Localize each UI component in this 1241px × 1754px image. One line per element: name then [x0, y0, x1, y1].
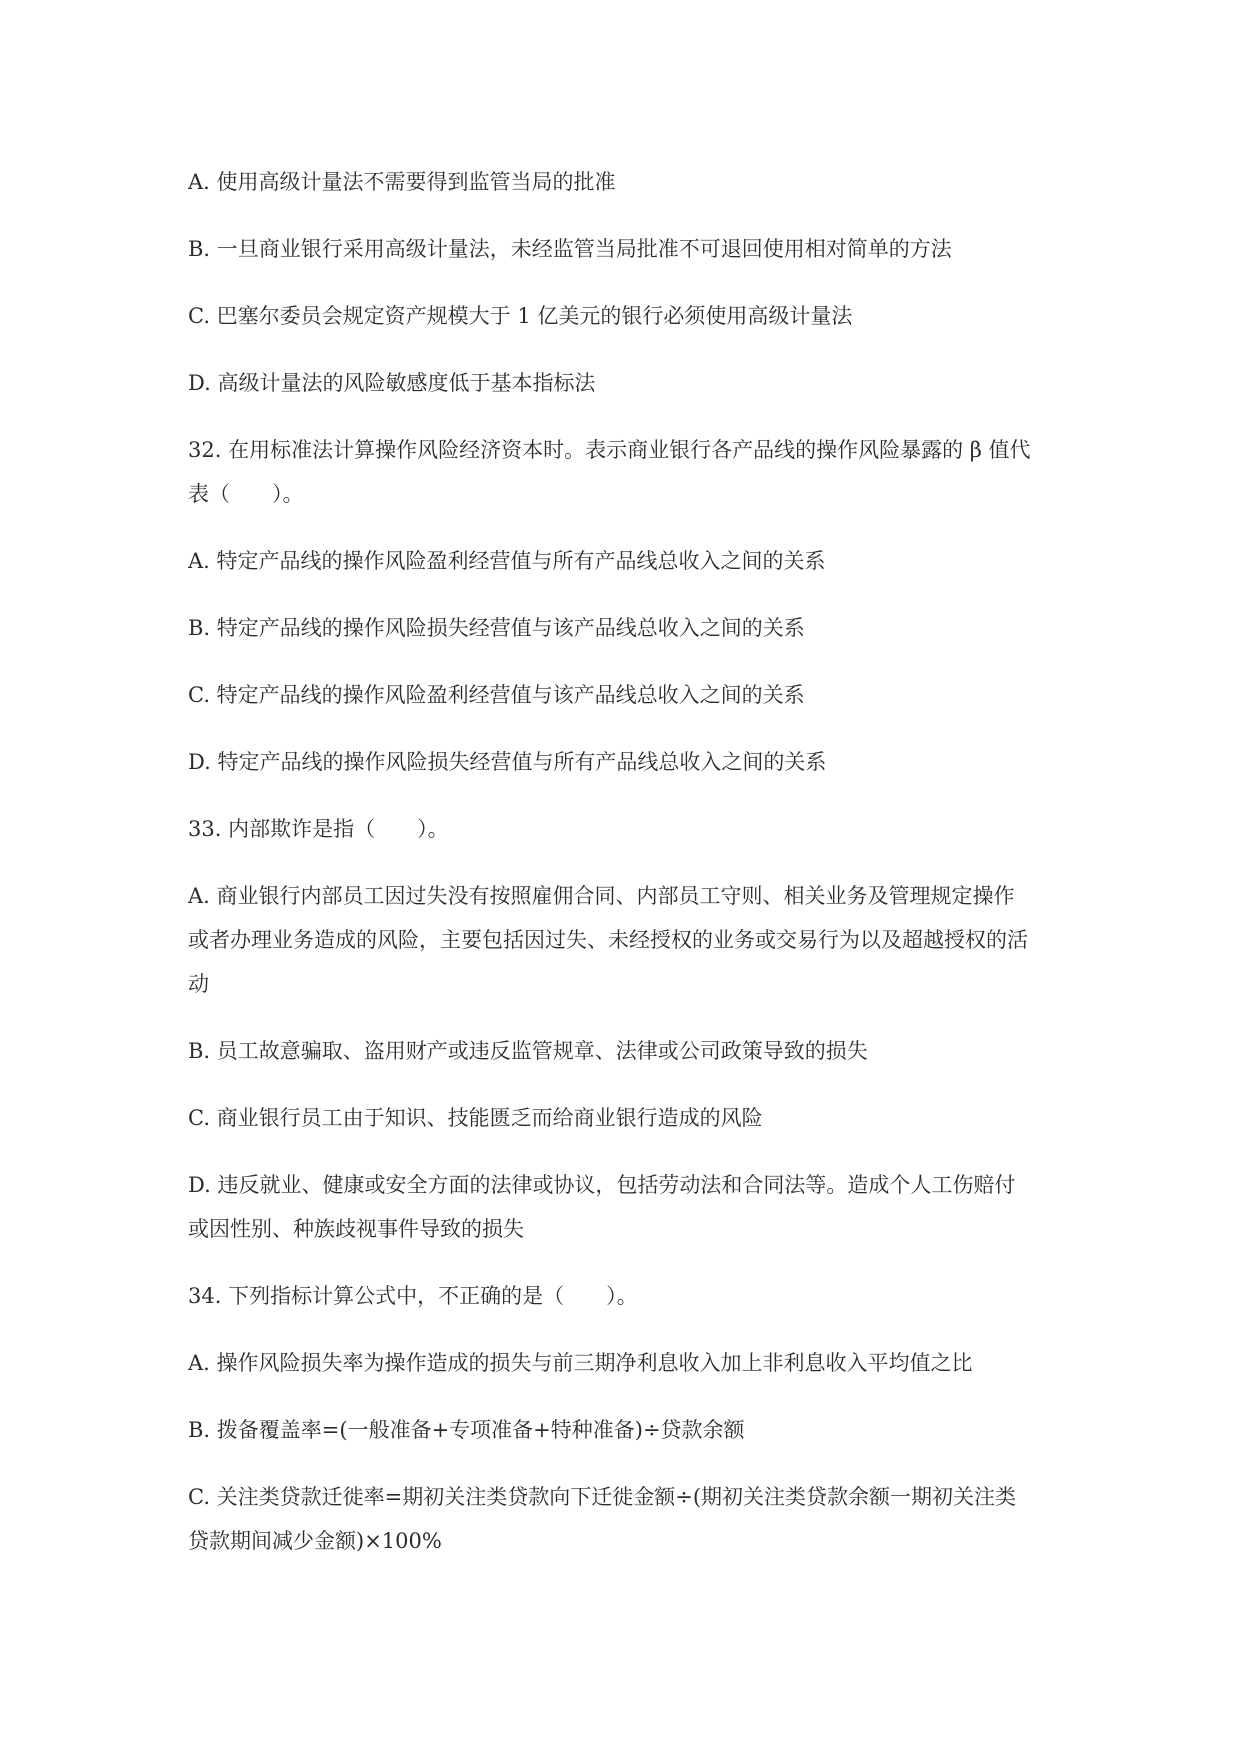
option-33-d [188, 1163, 1063, 1251]
text-line: D. 违反就业、健康或安全方面的法律或协议，包括劳动法和合同法等。造成个人工伤赔付 [188, 1173, 1016, 1197]
text-line: A. 商业银行内部员工因过失没有按照雇佣合同、内部员工守则、相关业务及管理规定操作 [188, 884, 1015, 908]
option-34-b [188, 1408, 1063, 1452]
text-line: A. 操作风险损失率为操作造成的损失与前三期净利息收入加上非利息收入平均值之比 [188, 1351, 973, 1375]
text-line: D. 高级计量法的风险敏感度低于基本指标法 [188, 371, 596, 395]
option-32-d [188, 740, 1063, 784]
option-33-c [188, 1096, 1063, 1140]
option-31-b [188, 227, 1063, 271]
document-body [188, 160, 1063, 1586]
text-line: 33. 内部欺诈是指（ ）。 [188, 817, 449, 841]
text-line: 表（ ）。 [188, 482, 304, 506]
option-34-a [188, 1341, 1063, 1385]
text-line: A. 使用高级计量法不需要得到监管当局的批准 [188, 170, 616, 194]
question-32 [188, 428, 1063, 516]
option-32-c [188, 673, 1063, 717]
option-33-a [188, 874, 1063, 1006]
option-34-c [188, 1475, 1063, 1563]
text-line: 或因性别、种族歧视事件导致的损失 [188, 1217, 524, 1241]
option-31-d [188, 361, 1063, 405]
question-33 [188, 807, 1063, 851]
text-line: B. 特定产品线的操作风险损失经营值与该产品线总收入之间的关系 [188, 616, 805, 640]
text-line: B. 一旦商业银行采用高级计量法，未经监管当局批准不可退回使用相对简单的方法 [188, 237, 952, 261]
text-line: C. 巴塞尔委员会规定资产规模大于 1 亿美元的银行必须使用高级计量法 [188, 304, 853, 328]
question-34 [188, 1274, 1063, 1318]
text-line: 或者办理业务造成的风险，主要包括因过失、未经授权的业务或交易行为以及超越授权的活 [188, 928, 1028, 952]
text-line: 34. 下列指标计算公式中，不正确的是（ ）。 [188, 1284, 638, 1308]
text-line: B. 员工故意骗取、盗用财产或违反监管规章、法律或公司政策导致的损失 [188, 1039, 868, 1063]
text-line: C. 关注类贷款迁徙率=期初关注类贷款向下迁徙金额÷(期初关注类贷款余额一期初关注类 [188, 1485, 1017, 1509]
text-line: 32. 在用标准法计算操作风险经济资本时。表示商业银行各产品线的操作风险暴露的 β 值代 [188, 438, 1031, 462]
option-31-a [188, 160, 1063, 204]
option-33-b [188, 1029, 1063, 1073]
option-31-c [188, 294, 1063, 338]
option-32-b [188, 606, 1063, 650]
text-line: C. 商业银行员工由于知识、技能匮乏而给商业银行造成的风险 [188, 1106, 763, 1130]
text-line: 贷款期间减少金额)×100% [188, 1529, 442, 1553]
text-line: 动 [188, 972, 209, 996]
text-line: C. 特定产品线的操作风险盈利经营值与该产品线总收入之间的关系 [188, 683, 805, 707]
text-line: B. 拨备覆盖率=(一般准备+专项准备+特种准备)÷贷款余额 [188, 1418, 745, 1442]
option-32-a [188, 539, 1063, 583]
text-line: A. 特定产品线的操作风险盈利经营值与所有产品线总收入之间的关系 [188, 549, 826, 573]
text-line: D. 特定产品线的操作风险损失经营值与所有产品线总收入之间的关系 [188, 750, 827, 774]
